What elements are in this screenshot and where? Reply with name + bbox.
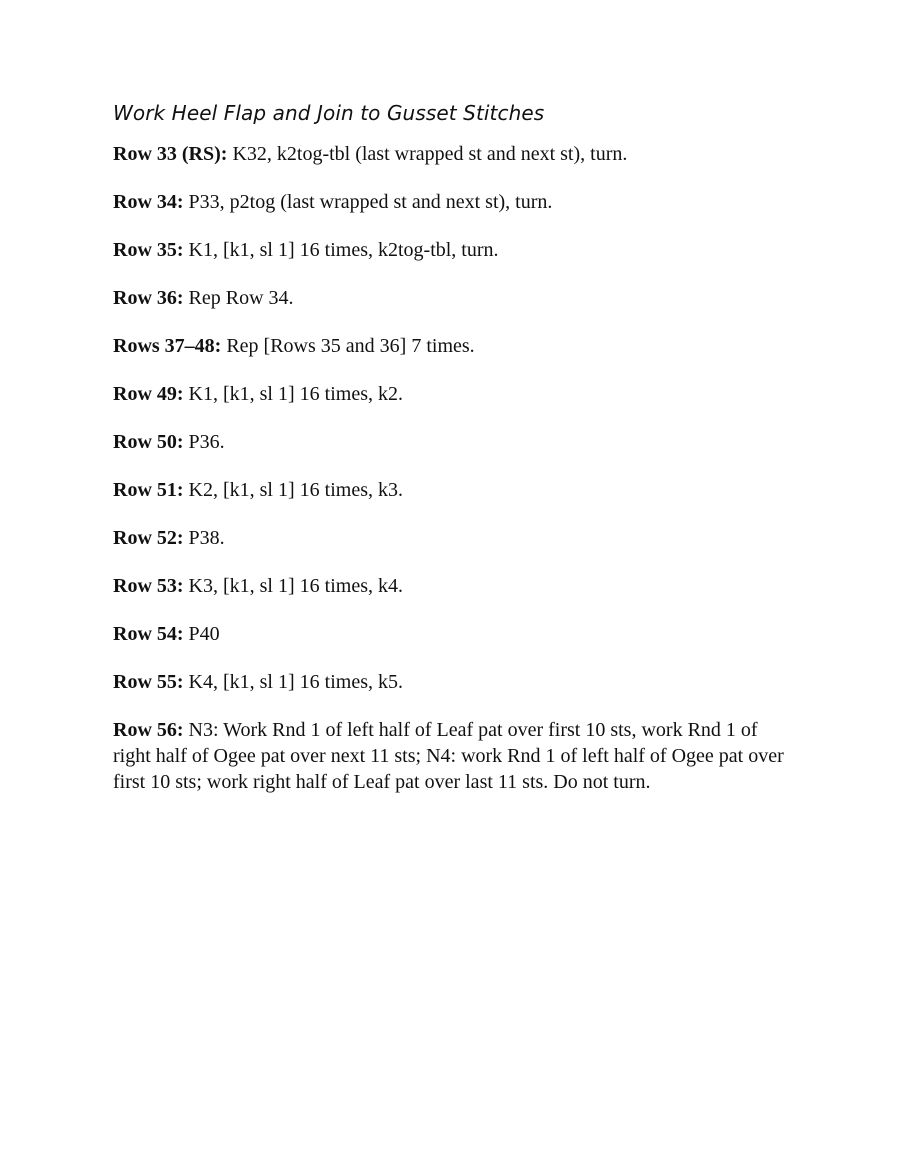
row-text: N3: Work Rnd 1 of left half of Leaf pat over first 10 sts, work Rnd 1 of right half of Ogee pat over next 11 sts; N4: work Rnd 1 of left half of Ogee pat over first 10 sts; work right half of Leaf pat over last 11 sts. Do not turn. — [113, 719, 784, 793]
row-text: P38. — [188, 527, 225, 549]
row-text: K1, [k1, sl 1] 16 times, k2. — [188, 383, 403, 405]
row-instruction — [113, 189, 793, 215]
row-text: P36. — [188, 431, 225, 453]
row-label: Row 33 (RS): — [113, 143, 228, 165]
row-instruction — [113, 333, 793, 359]
row-label: Row 35: — [113, 239, 184, 261]
row-label: Row 53: — [113, 575, 184, 597]
row-label: Row 34: — [113, 191, 184, 213]
row-instructions-list — [113, 141, 793, 817]
row-instruction — [113, 237, 793, 263]
row-instruction — [113, 285, 793, 311]
row-instruction — [113, 621, 793, 647]
row-label: Row 50: — [113, 431, 184, 453]
row-label: Rows 37–48: — [113, 335, 222, 357]
row-instruction — [113, 477, 793, 503]
row-instruction — [113, 525, 793, 551]
row-label: Row 55: — [113, 671, 184, 693]
row-instruction — [113, 429, 793, 455]
row-text: Rep Row 34. — [188, 287, 294, 309]
row-text: K4, [k1, sl 1] 16 times, k5. — [188, 671, 403, 693]
row-text: K1, [k1, sl 1] 16 times, k2tog-tbl, turn. — [188, 239, 499, 261]
row-text: P40 — [188, 623, 220, 645]
row-instruction — [113, 717, 793, 795]
row-text: Rep [Rows 35 and 36] 7 times. — [226, 335, 475, 357]
row-text: P33, p2tog (last wrapped st and next st), turn. — [188, 191, 553, 213]
row-label: Row 54: — [113, 623, 184, 645]
row-text: K32, k2tog-tbl (last wrapped st and next st), turn. — [232, 143, 628, 165]
row-instruction — [113, 141, 793, 167]
row-label: Row 56: — [113, 719, 184, 741]
row-label: Row 51: — [113, 479, 184, 501]
section-title: Work Heel Flap and Join to Gusset Stitches — [113, 101, 545, 125]
row-instruction — [113, 573, 793, 599]
row-instruction — [113, 669, 793, 695]
row-label: Row 49: — [113, 383, 184, 405]
row-text: K2, [k1, sl 1] 16 times, k3. — [188, 479, 403, 501]
row-text: K3, [k1, sl 1] 16 times, k4. — [188, 575, 403, 597]
row-label: Row 36: — [113, 287, 184, 309]
row-instruction — [113, 381, 793, 407]
row-label: Row 52: — [113, 527, 184, 549]
